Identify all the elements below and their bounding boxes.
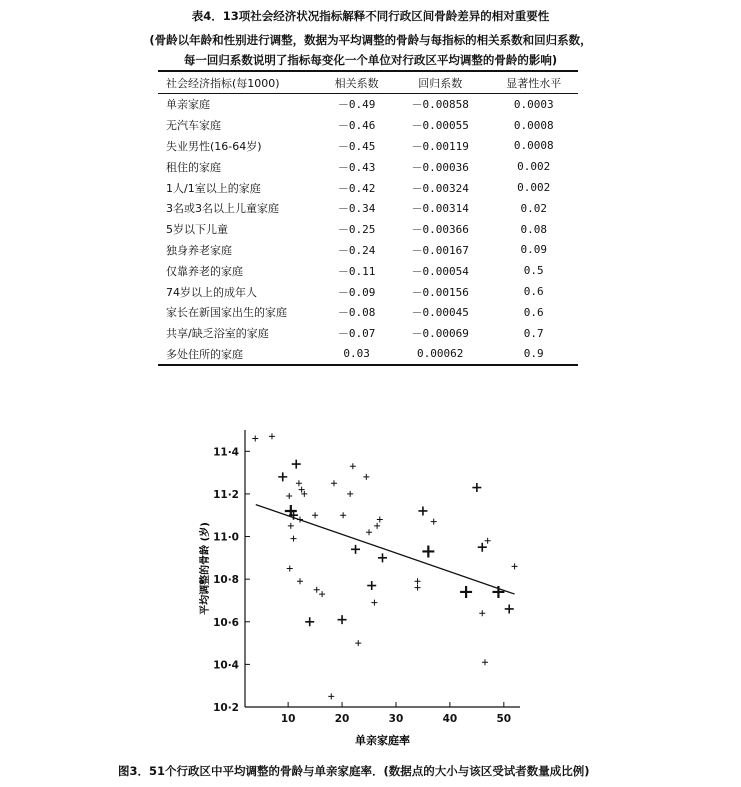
indicator-table bbox=[158, 70, 578, 366]
data-point bbox=[351, 545, 360, 554]
data-point bbox=[485, 538, 491, 544]
data-point bbox=[415, 585, 421, 591]
table-row bbox=[158, 240, 578, 261]
row-indicator: 家长在新国家出生的家庭 bbox=[166, 306, 287, 320]
row-indicator: 多处住所的家庭 bbox=[166, 347, 243, 361]
x-tick-label: 50 bbox=[496, 713, 512, 725]
y-tick-label: 11·4 bbox=[213, 446, 239, 459]
row-significance: 0.09 bbox=[520, 243, 547, 257]
row-regression: －0.00045 bbox=[411, 306, 469, 320]
table-row bbox=[158, 302, 578, 323]
data-point bbox=[377, 516, 383, 522]
row-significance: 0.0008 bbox=[513, 139, 554, 153]
row-indicator: 租住的家庭 bbox=[166, 160, 221, 174]
row-indicator: 3名或3名以上儿童家庭 bbox=[166, 202, 279, 216]
scatter-chart bbox=[190, 420, 530, 755]
header-significance: 显著性水平 bbox=[506, 76, 562, 90]
y-axis-label: 平均调整的骨龄 (岁) bbox=[200, 522, 211, 615]
table-row bbox=[158, 156, 578, 177]
data-point bbox=[415, 578, 421, 584]
table-row bbox=[158, 198, 578, 219]
y-tick-label: 11·0 bbox=[213, 531, 239, 544]
x-tick-label: 20 bbox=[334, 713, 350, 725]
figure-caption: 图3．51个行政区中平均调整的骨龄与单亲家庭率．(数据点的大小与该区受试者数量成比例) bbox=[118, 764, 590, 778]
row-regression: －0.00858 bbox=[411, 98, 469, 112]
row-significance: 0.7 bbox=[523, 326, 544, 340]
row-indicator: 共享/缺乏浴室的家庭 bbox=[166, 327, 269, 341]
data-point bbox=[328, 693, 334, 699]
row-indicator: 1人/1室以上的家庭 bbox=[166, 181, 261, 195]
y-tick-label: 11·2 bbox=[213, 488, 239, 501]
row-regression: －0.00324 bbox=[411, 181, 469, 195]
data-point bbox=[431, 519, 437, 525]
table-row bbox=[158, 260, 578, 281]
row-correlation: －0.42 bbox=[337, 181, 376, 195]
x-axis-label: 单亲家庭率 bbox=[355, 734, 410, 747]
data-point bbox=[292, 460, 301, 469]
data-point bbox=[299, 487, 305, 493]
row-significance: 0.0003 bbox=[513, 97, 554, 111]
row-correlation: －0.45 bbox=[337, 139, 376, 153]
row-significance: 0.9 bbox=[523, 347, 544, 361]
data-point bbox=[314, 587, 320, 593]
header-indicator: 社会经济指标(每1000) bbox=[166, 76, 280, 90]
chart-points bbox=[252, 433, 517, 699]
y-tick-label: 10·6 bbox=[213, 616, 239, 629]
data-point bbox=[297, 516, 303, 522]
data-point bbox=[287, 566, 293, 572]
x-tick-label: 10 bbox=[280, 713, 296, 725]
row-regression: －0.00167 bbox=[411, 243, 469, 257]
row-correlation: －0.24 bbox=[337, 243, 376, 257]
data-point bbox=[312, 512, 318, 518]
row-indicator: 仅靠养老的家庭 bbox=[166, 264, 243, 278]
data-point bbox=[291, 536, 297, 542]
row-regression: －0.00055 bbox=[411, 119, 469, 133]
row-correlation: －0.07 bbox=[337, 327, 376, 341]
row-correlation: －0.46 bbox=[337, 119, 376, 133]
data-point bbox=[297, 578, 303, 584]
data-point bbox=[482, 659, 488, 665]
table-header-row bbox=[158, 71, 578, 94]
row-regression: 0.00062 bbox=[417, 347, 464, 361]
data-point bbox=[371, 600, 377, 606]
table-row bbox=[158, 281, 578, 302]
data-point bbox=[505, 604, 514, 613]
trend-line bbox=[256, 505, 515, 594]
row-regression: －0.00036 bbox=[411, 160, 469, 174]
table-row bbox=[158, 136, 578, 157]
table-row bbox=[158, 219, 578, 240]
y-tick-label: 10·8 bbox=[213, 574, 239, 587]
data-point bbox=[367, 581, 376, 590]
data-point bbox=[374, 523, 380, 529]
y-tick-label: 10·2 bbox=[213, 702, 239, 714]
row-significance: 0.5 bbox=[523, 264, 544, 278]
x-tick-label: 30 bbox=[388, 713, 404, 725]
row-correlation: －0.25 bbox=[337, 223, 376, 237]
row-significance: 0.002 bbox=[517, 160, 551, 174]
row-significance: 0.02 bbox=[520, 201, 547, 215]
data-point bbox=[347, 491, 353, 497]
data-point bbox=[512, 563, 518, 569]
data-point bbox=[355, 640, 361, 646]
data-point bbox=[478, 543, 487, 552]
data-point bbox=[296, 480, 302, 486]
x-tick-label: 40 bbox=[442, 713, 458, 725]
header-correlation: 相关系数 bbox=[334, 76, 379, 90]
row-correlation: 0.03 bbox=[343, 347, 370, 361]
data-point bbox=[338, 615, 347, 624]
table-row bbox=[158, 323, 578, 344]
table-caption-line2: (骨龄以年龄和性别进行调整，数据为平均调整的骨龄与每指标的相关系数和回归系数， bbox=[149, 33, 592, 47]
data-point bbox=[269, 433, 275, 439]
data-point bbox=[350, 463, 356, 469]
row-significance: 0.0008 bbox=[513, 118, 554, 132]
data-point bbox=[492, 586, 504, 598]
data-point bbox=[422, 545, 434, 557]
header-regression: 回归系数 bbox=[418, 76, 463, 90]
table-body bbox=[158, 94, 578, 366]
table-row bbox=[158, 344, 578, 366]
data-point bbox=[252, 436, 258, 442]
table-row bbox=[158, 115, 578, 136]
data-point bbox=[418, 506, 427, 515]
row-correlation: －0.11 bbox=[337, 264, 376, 278]
row-correlation: －0.34 bbox=[337, 202, 376, 216]
data-point bbox=[460, 586, 472, 598]
table-row bbox=[158, 94, 578, 115]
data-point bbox=[340, 512, 346, 518]
y-tick-label: 10·4 bbox=[213, 659, 239, 672]
data-point bbox=[288, 523, 294, 529]
data-point bbox=[363, 474, 369, 480]
row-correlation: －0.09 bbox=[337, 285, 376, 299]
row-indicator: 独身养老家庭 bbox=[166, 243, 232, 257]
data-point bbox=[472, 483, 481, 492]
data-point bbox=[331, 480, 337, 486]
data-point bbox=[479, 610, 485, 616]
row-regression: －0.00119 bbox=[411, 139, 469, 153]
row-correlation: －0.43 bbox=[337, 160, 376, 174]
row-regression: －0.00156 bbox=[411, 285, 469, 299]
row-regression: －0.00054 bbox=[411, 264, 469, 278]
data-point bbox=[319, 591, 325, 597]
row-significance: 0.6 bbox=[523, 305, 544, 319]
row-regression: －0.00314 bbox=[411, 202, 469, 216]
data-point bbox=[366, 529, 372, 535]
table-caption-line3: 每一回归系数说明了指标每变化一个单位对行政区平均调整的骨龄的影响) bbox=[183, 53, 558, 67]
row-indicator: 无汽车家庭 bbox=[166, 119, 221, 133]
data-point bbox=[278, 472, 287, 481]
table-caption-title: 表4．13项社会经济状况指标解释不同行政区间骨龄差异的相对重要性 bbox=[191, 9, 550, 23]
row-regression: －0.00069 bbox=[411, 327, 469, 341]
table-row bbox=[158, 177, 578, 198]
data-point bbox=[286, 493, 292, 499]
row-correlation: －0.08 bbox=[337, 306, 376, 320]
row-indicator: 单亲家庭 bbox=[166, 98, 210, 112]
row-indicator: 失业男性(16-64岁) bbox=[166, 139, 262, 153]
row-indicator: 5岁以下儿童 bbox=[166, 223, 228, 237]
row-correlation: －0.49 bbox=[337, 98, 376, 112]
data-point bbox=[301, 491, 307, 497]
row-regression: －0.00366 bbox=[411, 223, 469, 237]
row-significance: 0.002 bbox=[517, 181, 551, 195]
row-significance: 0.6 bbox=[523, 285, 544, 299]
data-point bbox=[378, 553, 387, 562]
row-significance: 0.08 bbox=[520, 222, 547, 236]
data-point bbox=[305, 617, 314, 626]
row-indicator: 74岁以上的成年人 bbox=[166, 285, 257, 299]
